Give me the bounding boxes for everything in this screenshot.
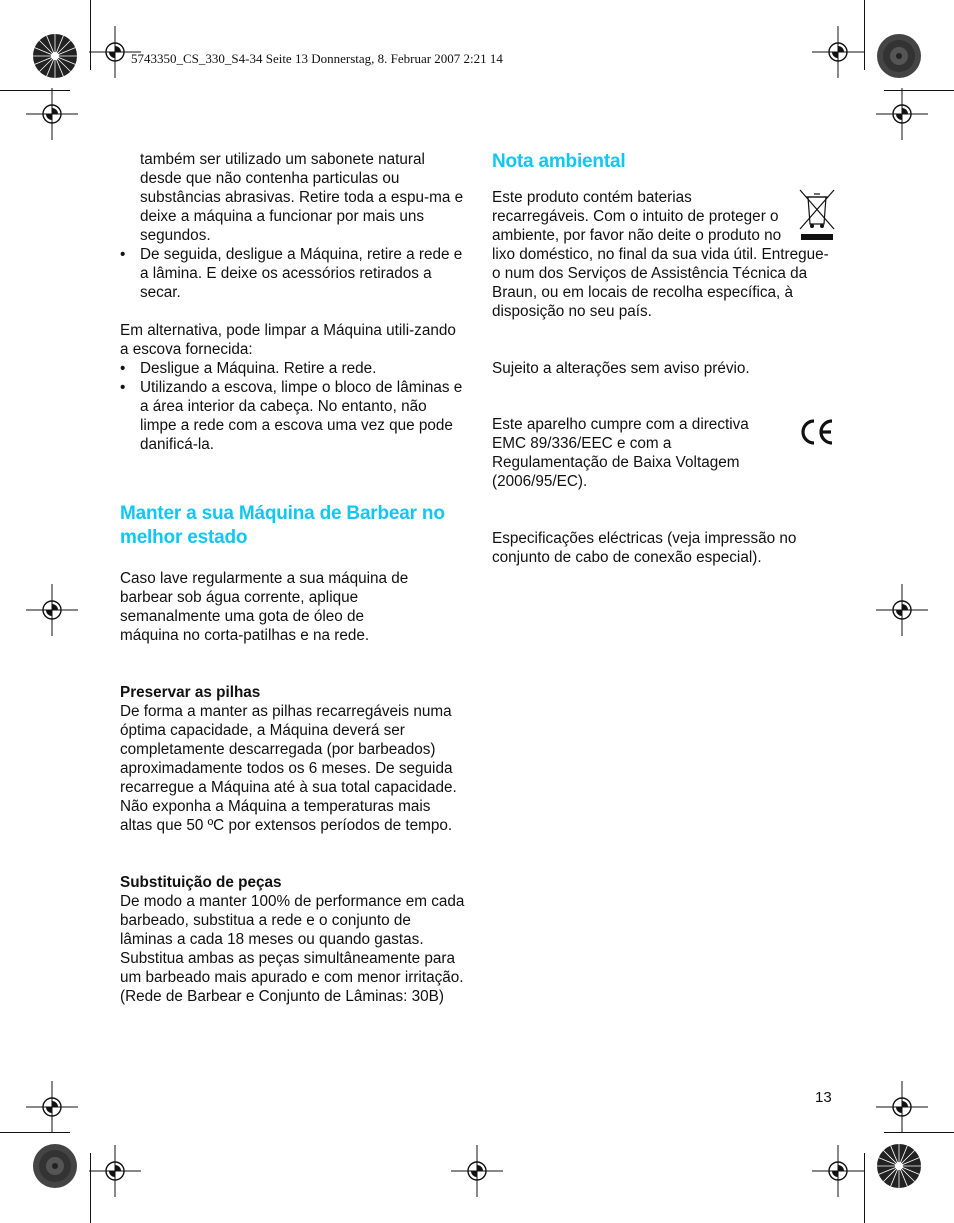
left-column: [120, 150, 465, 1006]
cleaning-steps-list: [120, 245, 465, 302]
maintain-text: Caso lave regularmente a sua máquina de barbear sob água corrente, aplique semanalmente uma gota de óleo de máquina no corta-patilhas e na rede.: [120, 570, 409, 644]
parts-text: De modo a manter 100% de performance em cada barbeado, substitua a rede e o conjunto de lâminas a cada 18 meses ou quando gastas. Substitua ambas as peças simultâneamente para um barbeado mais apurado e com menor irritação. (Rede de Barbear e Conjunto de Lâminas: 30B): [120, 893, 465, 1005]
ce-mark-icon: [795, 411, 837, 453]
cleaning-continuation: também ser utilizado um sabonete natural desde que não contenha particulas ou substâncias abrasivas. Retire toda a espu-ma e deixe a máquina a funcionar por mais uns segundos.: [140, 151, 464, 244]
registration-mark-icon: [26, 584, 78, 636]
brush-intro: Em alternativa, pode limpar a Máquina utili-zando a escova fornecida:: [120, 322, 456, 358]
batteries-text: De forma a manter as pilhas recarregáveis numa óptima capacidade, a Máquina deverá ser completamente descarregada (por barbeados) aproximadamente todos os 6 meses. De seguida recarregue a Máquina até à sua total capacidade. Não exponha a Máquina a temperaturas mais altas que 50 ºC por extensos períodos de tempo.: [120, 703, 457, 834]
ce-block: [492, 415, 837, 491]
environment-heading: Nota ambiental: [492, 151, 626, 172]
parts-heading: Substituição de peças: [120, 874, 282, 891]
list-item: • Utilizando a escova, limpe o bloco de lâminas e a área interior da cabeça. No entanto, não limpe a rede com a escova uma vez que pode danificá-la.: [120, 378, 465, 454]
registration-mark-icon: [89, 1145, 141, 1197]
color-wheel-icon: [876, 1143, 922, 1189]
page-number: 13: [815, 1089, 832, 1106]
color-wheel-icon: [32, 1143, 78, 1189]
list-item: • De seguida, desligue a Máquina, retire a rede e a lâmina. E deixe os acessórios retirados a secar.: [120, 245, 465, 302]
registration-mark-icon: [876, 88, 928, 140]
color-wheel-icon: [876, 33, 922, 79]
registration-mark-icon: [876, 1081, 928, 1133]
registration-mark-icon: [812, 26, 864, 78]
crop-line: [864, 1153, 865, 1223]
registration-mark-icon: [26, 88, 78, 140]
environment-block: [492, 188, 837, 321]
print-slug: 5743350_CS_330_S4-34 Seite 13 Donnerstag, 8. Februar 2007 2:21 14: [131, 51, 503, 66]
crop-line: [864, 0, 865, 70]
batteries-heading: Preservar as pilhas: [120, 684, 261, 701]
color-wheel-icon: [32, 33, 78, 79]
change-notice: Sujeito a alterações sem aviso prévio.: [492, 360, 750, 377]
crossed-out-wheelie-bin-icon: [797, 188, 837, 242]
registration-mark-icon: [876, 584, 928, 636]
registration-mark-icon: [451, 1145, 503, 1197]
electrical-specs: Especificações eléctricas (veja impressão no conjunto de cabo de conexão especial).: [492, 530, 797, 566]
ce-text: Este aparelho cumpre com a directiva EMC 89/336/EEC e com a Regulamentação de Baixa Voltagem (2006/95/EC).: [492, 416, 749, 490]
brush-steps-list: [120, 359, 465, 454]
registration-mark-icon: [26, 1081, 78, 1133]
right-column: [492, 150, 837, 567]
maintain-heading: Manter a sua Máquina de Barbear no melhor estado: [120, 503, 445, 548]
registration-mark-icon: [89, 26, 141, 78]
list-item: • Desligue a Máquina. Retire a rede.: [120, 359, 465, 378]
registration-mark-icon: [812, 1145, 864, 1197]
environment-text: Este produto contém baterias recarregáveis. Com o intuito de proteger o ambiente, por favor não deite o produto no lixo doméstico, no final da sua vida útil. Entregue-o num dos Serviços de Assistência Técnica da Braun, ou em locais de recolha específica, à disposição no seu país.: [492, 189, 829, 320]
